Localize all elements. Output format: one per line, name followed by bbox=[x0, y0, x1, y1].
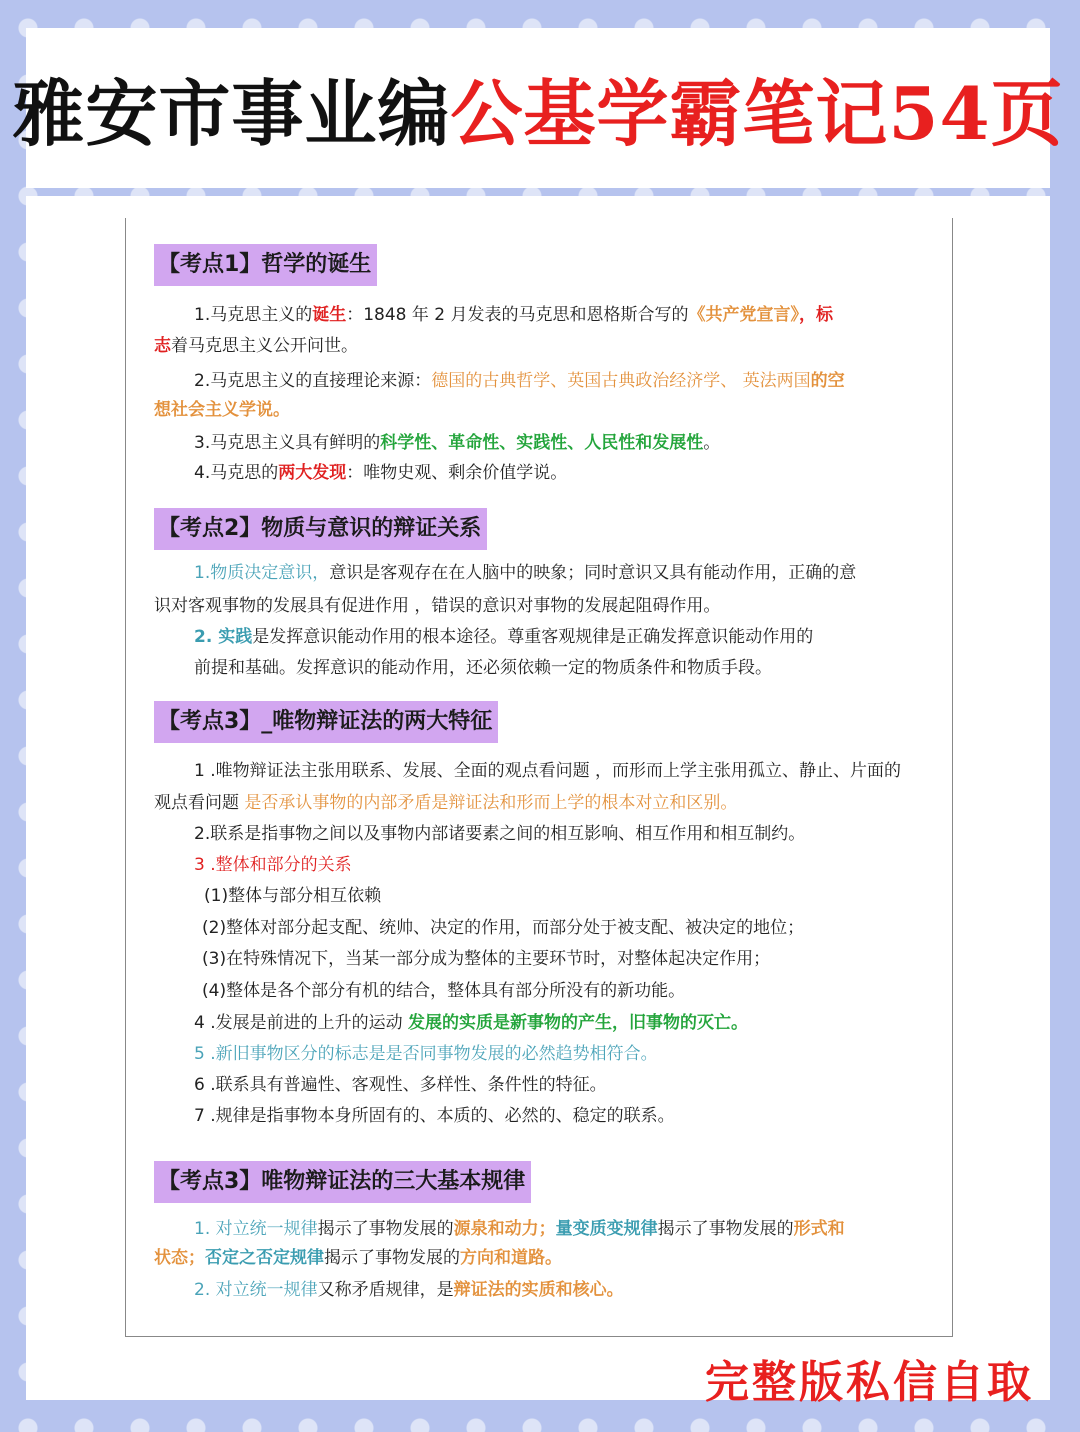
s3-paragraph-5: 5 .新旧事物区分的标志是是否同事物发展的必然趋势相符合。 bbox=[194, 1044, 658, 1064]
text: 揭示了事物发展的 bbox=[317, 1219, 454, 1239]
s3-paragraph-3: 3 .整体和部分的关系 bbox=[194, 855, 352, 875]
title-highlight: 公基学霸笔记54页 bbox=[450, 71, 1064, 156]
s4-paragraph-1-cont bbox=[154, 1243, 934, 1268]
text-orange: 的空 bbox=[810, 371, 845, 391]
text-teal: 1.物质决定意识， bbox=[194, 563, 330, 583]
text: 揭示了事物发展的 bbox=[657, 1219, 794, 1239]
section-header-3: 【考点3】_唯物辩证法的两大特征 bbox=[154, 701, 498, 743]
text-orange: 想社会主义学说。 bbox=[154, 400, 290, 420]
s2-paragraph-2 bbox=[154, 622, 974, 647]
s3-item-4: (4)整体是各个部分有机的结合，整体具有部分所没有的新功能。 bbox=[202, 981, 686, 1001]
text-red: 两大发现 bbox=[278, 463, 347, 483]
s2-paragraph-1 bbox=[154, 558, 974, 583]
s3-item-1: (1)整体与部分相互依赖 bbox=[204, 886, 382, 906]
section-header-2: 【考点2】物质与意识的辩证关系 bbox=[154, 508, 487, 550]
s1-paragraph-2 bbox=[154, 366, 974, 391]
text: 观点看问题 bbox=[154, 793, 245, 813]
text-orange: 《共产党宣言》 bbox=[688, 305, 800, 325]
section-header-1: 【考点1】哲学的诞生 bbox=[154, 244, 377, 286]
text-teal: 1. 对立统一规律 bbox=[194, 1219, 318, 1239]
text: 着马克思主义公开问世。 bbox=[171, 336, 358, 356]
title-banner bbox=[12, 28, 1064, 188]
text-orange: ； bbox=[538, 1219, 556, 1239]
s3-paragraph-1-cont bbox=[154, 788, 934, 813]
s1-paragraph-1-cont bbox=[154, 331, 934, 356]
text-teal: 量变质变规律 bbox=[555, 1219, 658, 1239]
text: 又称矛盾规律，是 bbox=[317, 1280, 454, 1300]
text-green: 科学性、革命性、实践性、人民性和发展性 bbox=[380, 433, 704, 453]
text: 3.马克思主义具有鲜明的 bbox=[194, 433, 381, 453]
footer-cta: 完整版私信自取 bbox=[705, 1357, 1034, 1408]
text-orange: 。 bbox=[545, 1248, 562, 1268]
text: 意识是客观存在在人脑中的映象；同时意识又具有能动作用，正确的意 bbox=[329, 563, 857, 583]
s1-paragraph-1 bbox=[154, 300, 974, 325]
text: 是发挥意识能动作用的根本途径。尊重客观规律是正确发挥意识能动作用的 bbox=[252, 627, 814, 647]
text-orange: 是否承认事物的内部矛盾是辩证法和形而上学的根本对立和区别。 bbox=[244, 793, 738, 813]
text-teal: 否定之否定规律 bbox=[205, 1248, 324, 1268]
text-red: 志 bbox=[154, 336, 171, 356]
text: ：1848 年 2 月发表的马克思和恩格斯合写的 bbox=[346, 305, 689, 325]
s1-paragraph-3 bbox=[154, 428, 974, 453]
text: ：唯物史观、剩余价值学说。 bbox=[346, 463, 568, 483]
text: 1.马克思主义的 bbox=[194, 305, 313, 325]
s4-paragraph-2 bbox=[154, 1275, 974, 1300]
text-teal: 2. 实践 bbox=[194, 627, 253, 647]
text-orange: ； bbox=[188, 1248, 205, 1268]
document-panel bbox=[26, 196, 1050, 1400]
s3-paragraph-2: 2.联系是指事物之间以及事物内部诸要素之间的相互影响、相互作用和相互制约。 bbox=[194, 824, 806, 844]
text-orange: 德国的古典哲学、英国古典政治经济学、 英法两国 bbox=[431, 371, 811, 391]
s3-paragraph-6: 6 .联系具有普遍性、客观性、多样性、条件性的特征。 bbox=[194, 1075, 607, 1095]
s1-paragraph-4 bbox=[154, 458, 974, 483]
text-orange: 状态 bbox=[154, 1248, 188, 1268]
s1-paragraph-2-cont bbox=[154, 395, 934, 420]
title-prefix: 雅安市事业编 bbox=[12, 71, 451, 156]
text-red: ，标 bbox=[799, 305, 834, 325]
text: 4 .发展是前进的上升的运动 bbox=[194, 1013, 409, 1033]
s3-paragraph-7: 7 .规律是指事物本身所固有的、本质的、必然的、稳定的联系。 bbox=[194, 1106, 675, 1126]
text-orange: 形式和 bbox=[793, 1219, 845, 1239]
text-red: 诞生 bbox=[312, 305, 347, 325]
text-orange: 辩证法的实质和核心 bbox=[453, 1280, 607, 1300]
text: 。 bbox=[703, 433, 721, 453]
section-header-4: 【考点3】唯物辩证法的三大基本规律 bbox=[154, 1161, 531, 1203]
s2-paragraph-1-cont: 识对客观事物的发展具有促进作用 ，错误的意识对事物的发展起阻碍作用。 bbox=[154, 596, 721, 616]
s3-item-3: (3)在特殊情况下，当某一部分成为整体的主要环节时，对整体起决定作用； bbox=[202, 949, 771, 969]
text-green: 发展的实质是新事物的产生，旧事物的灭亡。 bbox=[408, 1013, 749, 1033]
s3-paragraph-1: 1 .唯物辩证法主张用联系、发展、全面的观点看问题 ，而形而上学主张用孤立、静止、片面的 bbox=[194, 761, 902, 781]
text-orange: 方向和道路 bbox=[460, 1248, 545, 1268]
document-page bbox=[125, 218, 953, 1337]
text-orange: 源泉和动力 bbox=[453, 1219, 539, 1239]
s3-item-2: (2)整体对部分起支配、统帅、决定的作用，而部分处于被支配、被决定的地位； bbox=[202, 918, 805, 938]
text: 4.马克思的 bbox=[194, 463, 279, 483]
text: 揭示了事物发展的 bbox=[324, 1248, 460, 1268]
s3-paragraph-4 bbox=[154, 1008, 974, 1033]
text-teal: 2. 对立统一规律 bbox=[194, 1280, 318, 1300]
s2-paragraph-2-cont: 前提和基础。发挥意识的能动作用，还必须依赖一定的物质条件和物质手段。 bbox=[194, 658, 772, 678]
text: 2.马克思主义的直接理论来源： bbox=[194, 371, 432, 391]
s4-paragraph-1 bbox=[154, 1214, 974, 1239]
text-orange: 。 bbox=[606, 1280, 624, 1300]
